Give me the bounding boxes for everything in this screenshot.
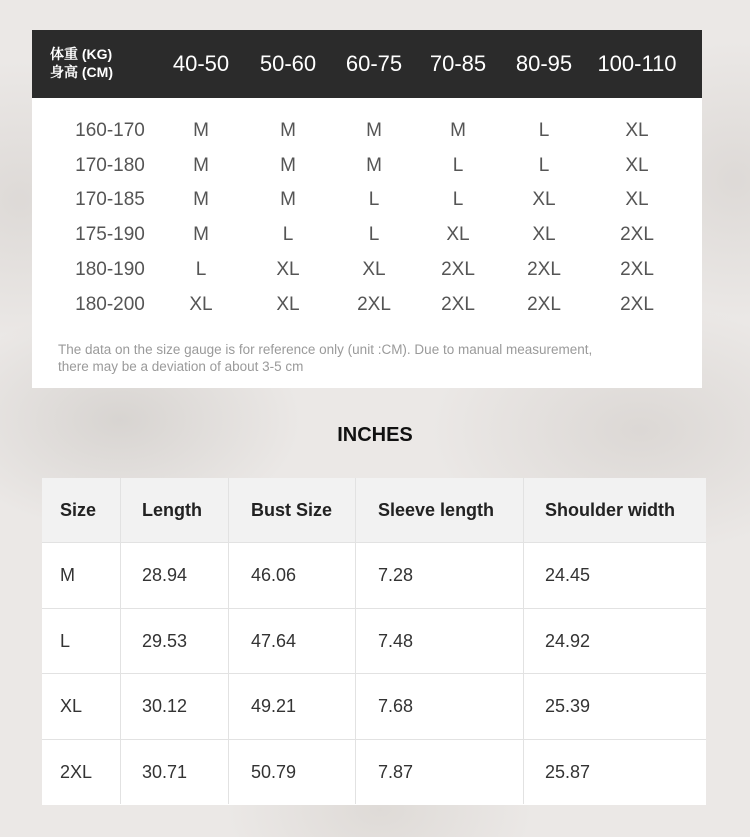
sleeve-value: 7.87 <box>378 761 414 782</box>
size-cell: XL <box>276 258 300 280</box>
size-cell: XL <box>625 189 649 211</box>
size-chart-header <box>32 30 702 98</box>
size-chart-row <box>32 218 702 252</box>
weight-col-header: 50-60 <box>259 51 317 76</box>
height-range-cell: 180-190 <box>75 258 145 280</box>
bust-value: 50.79 <box>251 761 297 782</box>
weight-col-header: 60-75 <box>345 51 403 76</box>
column-divider <box>355 478 356 804</box>
table-row <box>42 608 706 674</box>
inches-table-header <box>42 478 706 542</box>
size-cell: L <box>538 154 550 176</box>
sleeve-value: 7.28 <box>378 565 414 585</box>
size-cell: XL <box>532 189 556 211</box>
size-cell: M <box>366 120 382 141</box>
col-header-sleeve: Sleeve length <box>378 500 495 520</box>
table-row <box>42 739 706 805</box>
height-range-cell: 170-180 <box>75 154 145 176</box>
size-value: XL <box>60 696 83 716</box>
size-cell: L <box>538 120 550 141</box>
weight-col-header: 70-85 <box>429 51 487 76</box>
shoulder-value: 24.92 <box>545 630 591 651</box>
inches-table <box>42 478 706 804</box>
size-cell: M <box>450 120 466 141</box>
height-range-cell: 175-190 <box>75 224 145 246</box>
shoulder-value: 25.87 <box>545 761 591 782</box>
bust-value: 46.06 <box>251 565 297 585</box>
size-cell: XL <box>625 120 649 141</box>
sleeve-value: 7.68 <box>378 696 414 716</box>
length-value: 30.12 <box>142 696 188 716</box>
size-cell: XL <box>362 258 386 280</box>
size-value: M <box>60 565 75 585</box>
col-header-bust: Bust Size <box>251 500 333 520</box>
weight-height-label <box>50 45 150 81</box>
size-chart-row <box>32 183 702 217</box>
length-value: 28.94 <box>142 565 188 585</box>
size-note <box>58 341 678 375</box>
size-cell: 2XL <box>620 258 654 280</box>
col-header-length: Length <box>142 500 202 520</box>
size-cell: L <box>452 189 464 211</box>
size-chart-row <box>32 149 702 183</box>
size-cell: L <box>452 154 464 176</box>
size-cell: L <box>282 224 294 246</box>
size-cell: 2XL <box>527 293 561 315</box>
size-cell: XL <box>276 293 300 315</box>
col-header-size: Size <box>60 500 97 520</box>
weight-label: 体重 (KG) <box>50 46 113 62</box>
size-cell: XL <box>446 224 470 246</box>
weight-col-header: 80-95 <box>515 51 573 76</box>
table-row <box>42 542 706 608</box>
size-cell: M <box>366 154 382 176</box>
column-divider <box>228 478 229 804</box>
size-cell: L <box>368 224 380 246</box>
size-chart-row <box>32 114 702 148</box>
size-cell: M <box>193 120 209 141</box>
size-cell: M <box>280 120 296 141</box>
bust-value: 47.64 <box>251 630 297 651</box>
bust-value: 49.21 <box>251 696 297 716</box>
length-value: 29.53 <box>142 630 188 651</box>
size-value: L <box>60 630 71 651</box>
size-cell: M <box>280 189 296 211</box>
size-cell: L <box>368 189 380 211</box>
size-cell: XL <box>625 154 649 176</box>
table-row <box>42 673 706 739</box>
weight-col-header: 100-110 <box>597 51 677 76</box>
size-cell: XL <box>189 293 213 315</box>
height-range-cell: 180-200 <box>75 293 145 315</box>
size-chart-row <box>32 288 702 322</box>
size-cell: M <box>193 189 209 211</box>
inches-title: INCHES <box>337 424 413 446</box>
column-divider <box>523 478 524 804</box>
shoulder-value: 24.45 <box>545 565 591 585</box>
size-cell: 2XL <box>441 293 475 315</box>
height-range-cell: 170-185 <box>75 189 145 211</box>
size-cell: 2XL <box>441 258 475 280</box>
height-range-cell: 160-170 <box>75 120 145 141</box>
length-value: 30.71 <box>142 761 188 782</box>
size-cell: M <box>193 224 209 246</box>
height-label: 身高 (CM) <box>50 64 113 80</box>
size-cell: 2XL <box>357 293 391 315</box>
column-divider <box>120 478 121 804</box>
size-cell: M <box>193 154 209 176</box>
size-note-line: The data on the size gauge is for reference only (unit :CM). Due to manual measurement, <box>58 342 593 357</box>
size-note-line: there may be a deviation of about 3-5 cm <box>58 359 304 374</box>
size-cell: 2XL <box>620 293 654 315</box>
weight-col-header: 40-50 <box>172 51 230 76</box>
size-cell: XL <box>532 224 556 246</box>
size-cell: 2XL <box>527 258 561 280</box>
size-cell: 2XL <box>620 224 654 246</box>
size-value: 2XL <box>60 761 93 782</box>
size-cell: L <box>195 258 207 280</box>
size-chart-panel <box>32 30 702 388</box>
size-chart-row <box>32 253 702 287</box>
shoulder-value: 25.39 <box>545 696 591 716</box>
sleeve-value: 7.48 <box>378 630 414 651</box>
col-header-shoulder: Shoulder width <box>545 500 675 520</box>
size-cell: M <box>280 154 296 176</box>
